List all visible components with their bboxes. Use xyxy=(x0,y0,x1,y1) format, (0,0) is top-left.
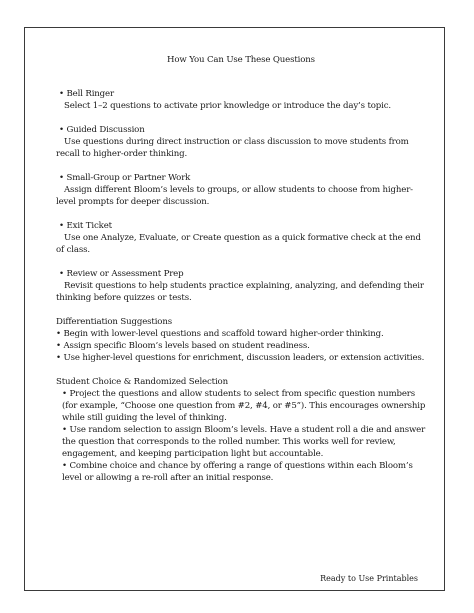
section-exit-ticket xyxy=(56,220,426,256)
section-heading: • Review or Assessment Prep xyxy=(59,269,184,279)
section-student-choice xyxy=(56,376,426,484)
section-heading: • Bell Ringer xyxy=(59,89,114,99)
differentiation-item: • Use higher-level questions for enrichment, discussion leaders, or extension activities. xyxy=(56,353,425,363)
section-body: Assign different Bloom’s levels to groups, or allow students to choose from higher-level prompts for deeper discussion. xyxy=(56,185,413,207)
page-title: How You Can Use These Questions xyxy=(167,55,315,65)
section-differentiation xyxy=(56,316,426,364)
student-choice-item: • Project the questions and allow students to select from specific question numbers (for example, “Choose one question from #2, #4, or #5”). This encourages ownership while still guiding the level of thinking. xyxy=(62,389,426,423)
section-guided-discussion xyxy=(56,124,426,160)
section-body: Select 1–2 questions to activate prior knowledge or introduce the day’s topic. xyxy=(64,101,391,111)
section-heading: • Small-Group or Partner Work xyxy=(59,173,191,183)
differentiation-item: • Assign specific Bloom’s levels based on student readiness. xyxy=(56,341,310,351)
student-choice-item: • Use random selection to assign Bloom’s levels. Have a student roll a die and answer the question that corresponds to the rolled number. This works well for review, engagement, and keeping participation light but accountable. xyxy=(62,425,426,459)
section-heading: • Exit Ticket xyxy=(59,221,112,231)
section-body: Use questions during direct instruction or class discussion to move students from recall to higher-order thinking. xyxy=(56,137,409,159)
section-small-group xyxy=(56,172,426,208)
differentiation-item: • Begin with lower-level questions and scaffold toward higher-order thinking. xyxy=(56,329,384,339)
section-review-prep xyxy=(56,268,426,304)
differentiation-heading: Differentiation Suggestions xyxy=(56,317,172,327)
document-content xyxy=(56,54,426,496)
student-choice-heading: Student Choice & Randomized Selection xyxy=(56,377,228,387)
section-heading: • Guided Discussion xyxy=(59,125,145,135)
footer-label: Ready to Use Printables xyxy=(320,574,418,583)
student-choice-item: • Combine choice and chance by offering a range of questions within each Bloom’s level or allowing a re-roll after an initial response. xyxy=(62,461,413,483)
section-body: Revisit questions to help students practice explaining, analyzing, and defending their thinking before quizzes or tests. xyxy=(56,281,424,303)
section-body: Use one Analyze, Evaluate, or Create question as a quick formative check at the end of class. xyxy=(56,233,421,255)
section-bell-ringer xyxy=(56,88,426,112)
